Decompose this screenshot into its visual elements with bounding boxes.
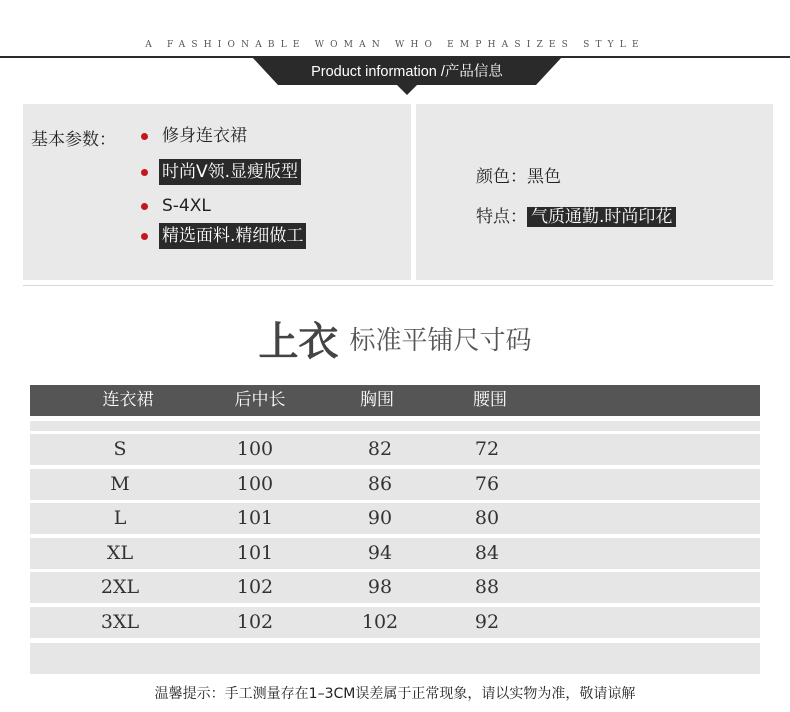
size-cell: XL (106, 542, 134, 564)
waist-cell: 92 (474, 611, 500, 633)
param-item-text: 修身连衣裙 (162, 126, 247, 146)
bullet-dot-icon (141, 233, 148, 240)
banner-title: Product information /产品信息 (311, 64, 503, 80)
length-cell: 100 (236, 473, 274, 495)
param-item-text: 精选面料.精细做工 (159, 223, 306, 249)
bust-cell: 86 (367, 473, 393, 495)
length-cell: 100 (236, 438, 274, 460)
color-value: 黑色 (527, 167, 561, 187)
bust-cell: 90 (367, 507, 393, 529)
bust-cell: 102 (361, 611, 399, 633)
color-line (476, 164, 561, 190)
size-cell: 2XL (100, 576, 140, 598)
table-row (30, 607, 760, 638)
bullet-dot-icon (141, 203, 148, 210)
color-feature-panel (416, 104, 773, 280)
feature-line (476, 204, 676, 230)
bust-cell: 82 (367, 438, 393, 460)
size-table-header (30, 385, 760, 416)
tagline: A FASHIONABLE WOMAN WHO EMPHASIZES STYLE (145, 40, 645, 50)
measurement-note: 温馨提示：手工测量存在1–3CM误差属于正常现象，请以实物为准，敬请谅解 (154, 686, 636, 702)
waist-cell: 72 (474, 438, 500, 460)
waist-cell: 84 (474, 542, 500, 564)
table-row (30, 503, 760, 534)
bullet-dot-icon (141, 169, 148, 176)
table-row (30, 434, 760, 465)
size-cell: 3XL (100, 611, 140, 633)
waist-cell: 88 (474, 576, 500, 598)
table-empty-row (30, 643, 760, 674)
separator-line (23, 285, 773, 286)
column-header: 腰围 (473, 390, 507, 410)
color-label: 颜色： (476, 167, 527, 187)
column-header: 胸围 (360, 390, 394, 410)
size-cell: M (110, 473, 130, 495)
waist-cell: 80 (474, 507, 500, 529)
length-cell: 101 (236, 507, 274, 529)
table-spacer-row (30, 421, 760, 431)
bust-cell: 94 (367, 542, 393, 564)
length-cell: 102 (236, 611, 274, 633)
basic-params-panel (23, 104, 411, 280)
table-row (30, 469, 760, 500)
bullet-dot-icon (141, 133, 148, 140)
section-title-main: 上衣 (258, 319, 339, 365)
feature-value: 气质通勤.时尚印花 (527, 207, 676, 227)
param-item-text: 时尚V领.显瘦版型 (159, 159, 301, 185)
param-item-text: S-4XL (162, 196, 211, 216)
column-header: 后中长 (234, 390, 286, 410)
table-row (30, 538, 760, 569)
length-cell: 101 (236, 542, 274, 564)
params-label: 基本参数： (31, 130, 116, 150)
section-title-sub: 标准平铺尺寸码 (349, 326, 532, 356)
bust-cell: 98 (367, 576, 393, 598)
waist-cell: 76 (474, 473, 500, 495)
product-info-banner (252, 57, 562, 97)
section-title (0, 310, 790, 367)
column-header: 连衣裙 (102, 390, 154, 410)
table-row (30, 572, 760, 603)
size-cell: S (113, 438, 127, 460)
length-cell: 102 (236, 576, 274, 598)
size-cell: L (113, 507, 127, 529)
feature-label: 特点： (476, 207, 527, 227)
